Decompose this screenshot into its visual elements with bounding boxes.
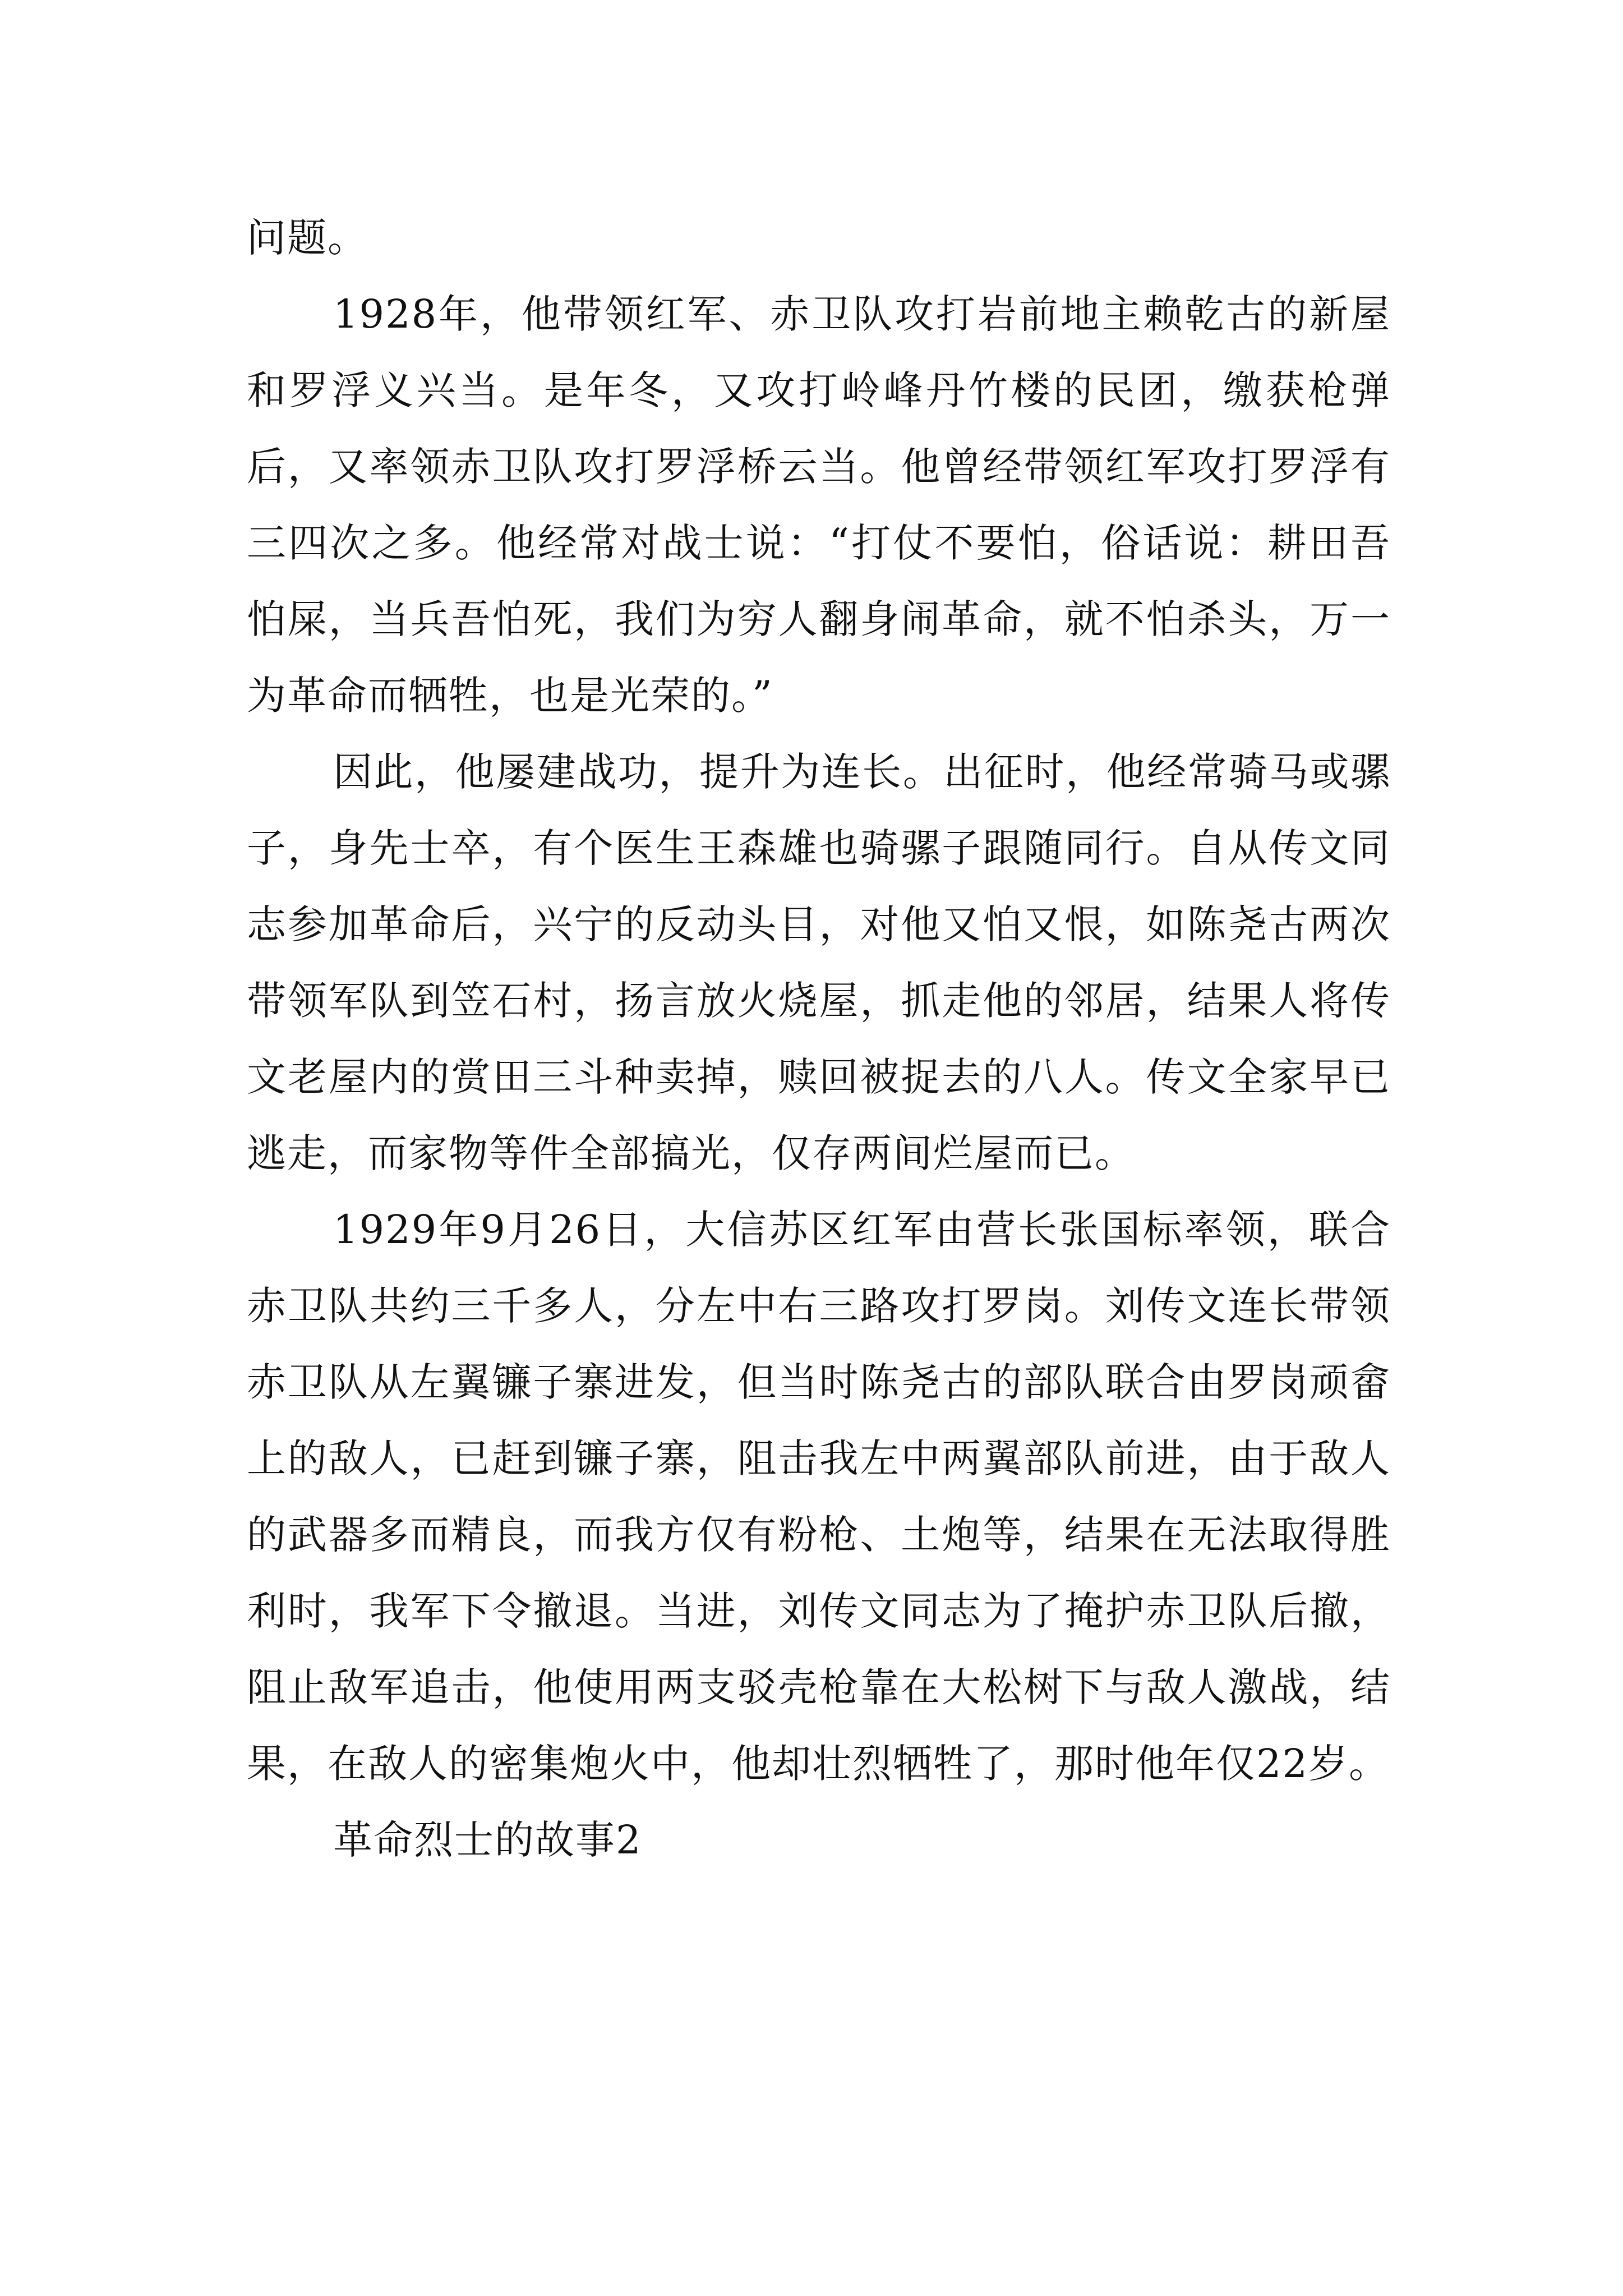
document-body bbox=[247, 200, 1391, 1878]
paragraph-1929-battle: 1929年9月26日，大信苏区红军由营长张国标率领，联合赤卫队共约三千多人，分左中右三路攻打罗岗。刘传文连长带领赤卫队从左翼镰子寨进发，但当时陈尧古的部队联合由罗岗顽畲上的敌人，已赶到镰子寨，阻击我左中两翼部队前进，由于敌人的武器多而精良，而我方仅有粉枪、土炮等，结果在无法取得胜利时，我军下令撤退。当进，刘传文同志为了掩护赤卫队后撤，阻止敌军追击，他使用两支驳壳枪靠在大松树下与敌人激战，结果，在敌人的密集炮火中，他却壮烈牺牲了，那时他年仅22岁。 bbox=[247, 1207, 1391, 1787]
paragraph-continuation: 问题。 bbox=[247, 215, 368, 261]
paragraph-1928-attacks: 1928年，他带领红军、赤卫队攻打岩前地主赖乾古的新屋和罗浮义兴当。是年冬，又攻打岭峰丹竹楼的民团，缴获枪弹后，又率领赤卫队攻打罗浮桥云当。他曾经带领红军攻打罗浮有三四次之多。他经常对战士说：“打仗不要怕，俗话说：耕田吾怕屎，当兵吾怕死，我们为穷人翻身闹革命，就不怕杀头，万一为革命而牺牲，也是光荣的。” bbox=[247, 291, 1391, 719]
paragraph-promotion: 因此，他屡建战功，提升为连长。出征时，他经常骑马或骡子，身先士卒，有个医生王森雄也骑骡子跟随同行。自从传文同志参加革命后，兴宁的反动头目，对他又怕又恨，如陈尧古两次带领军队到笠石村，扬言放火烧屋，抓走他的邻居，结果人将传文老屋内的赏田三斗种卖掉，赎回被捉去的八人。传文全家早已逃走，而家物等件全部搞光，仅存两间烂屋而已。 bbox=[247, 749, 1391, 1176]
section-heading-story-2: 革命烈士的故事2 bbox=[333, 1817, 642, 1863]
